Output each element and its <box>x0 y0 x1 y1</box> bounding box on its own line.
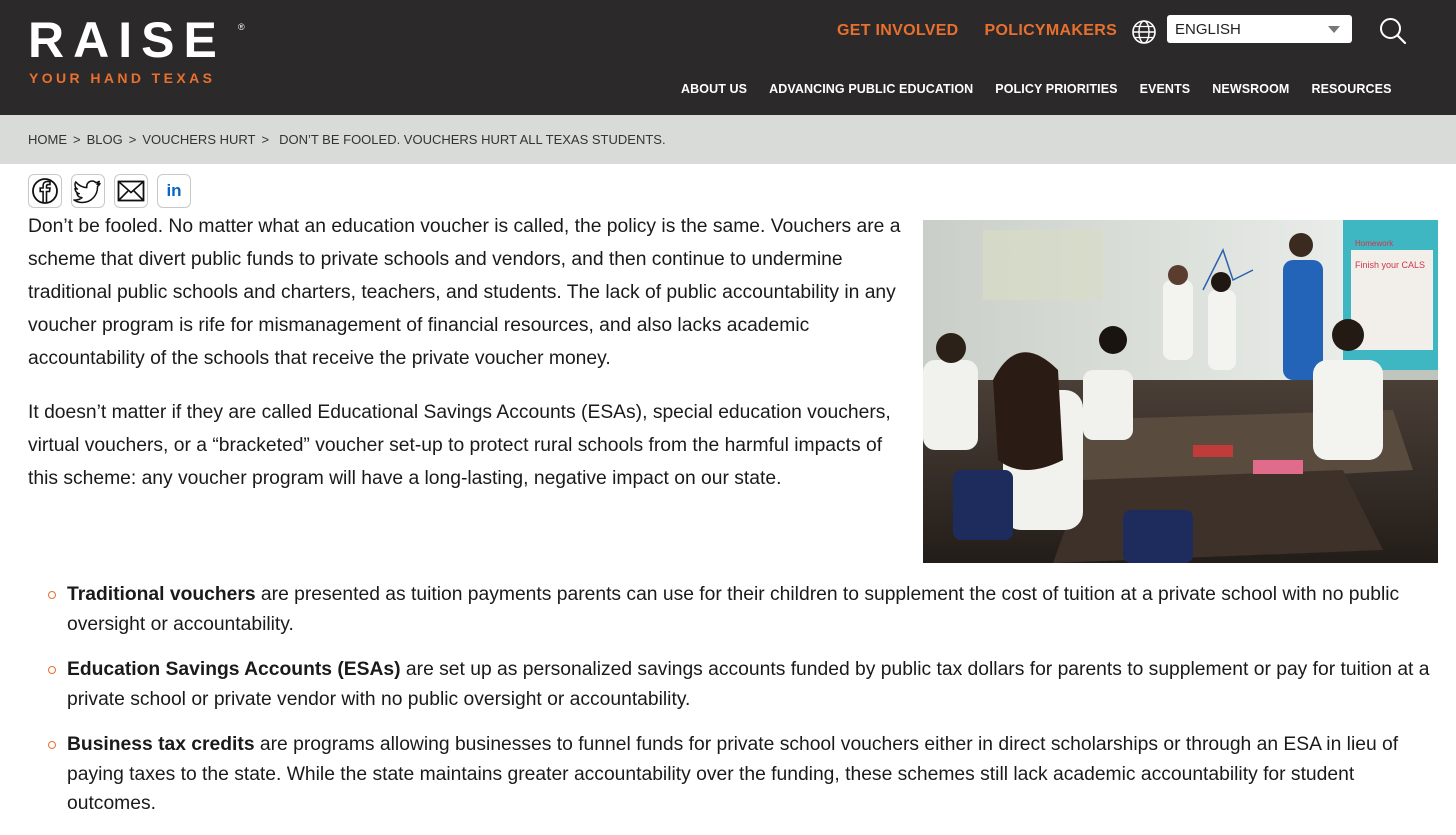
bullet-marker <box>48 741 56 749</box>
breadcrumb-separator: > <box>73 132 81 147</box>
chevron-down-icon <box>1328 26 1340 33</box>
nav-item-resources[interactable]: RESOURCES <box>1311 82 1392 96</box>
nav-item-about-us[interactable]: ABOUT US <box>681 82 748 96</box>
breadcrumb <box>28 132 666 147</box>
linkedin-share-button[interactable] <box>157 174 191 208</box>
globe-icon <box>1131 19 1157 45</box>
bullet-term: Education Savings Accounts (ESAs) <box>67 659 401 680</box>
logo-tagline: YOUR HAND TEXAS <box>29 70 216 86</box>
utility-links <box>837 20 1117 42</box>
search-icon[interactable] <box>1378 16 1408 46</box>
list-item <box>0 730 1456 819</box>
site-logo[interactable] <box>28 12 258 92</box>
twitter-share-button[interactable] <box>71 174 105 208</box>
voucher-types-list <box>0 580 1456 835</box>
nav-item-policy-priorities[interactable]: POLICY PRIORITIES <box>995 82 1118 96</box>
bullet-marker <box>48 591 56 599</box>
breadcrumb-vouchers-hurt[interactable]: VOUCHERS HURT <box>142 132 256 147</box>
breadcrumb-bar <box>0 115 1456 164</box>
bullet-text: are presented as tuition payments parents can use for their children to supplement the cost of tuition at a private school with no public oversight or accountability. <box>67 584 1400 635</box>
classroom-illustration <box>923 220 1438 563</box>
twitter-icon <box>73 177 103 205</box>
breadcrumb-separator: > <box>261 132 270 147</box>
breadcrumb-home[interactable]: HOME <box>28 132 67 147</box>
language-select-value: ENGLISH <box>1175 20 1241 38</box>
breadcrumb-blog[interactable]: BLOG <box>86 132 123 147</box>
language-select[interactable] <box>1167 15 1352 43</box>
board-text: Finish your CALS <box>1355 260 1426 270</box>
bullet-marker <box>48 666 56 674</box>
board-text: Homework <box>1355 239 1394 248</box>
linkedin-icon: in <box>166 181 182 200</box>
article-body <box>28 210 913 495</box>
bullet-text: are programs allowing businesses to funnel funds for private school vouchers either in direct scholarships or through an ESA in lieu of paying taxes to the state. While the state maintains greater accountability over the funding, these schemes still lack academic accountability for student outcomes. <box>67 734 1399 814</box>
policymakers-link[interactable]: POLICYMAKERS <box>984 22 1118 39</box>
logo-registered-mark: ® <box>238 22 245 32</box>
bullet-text: are set up as personalized savings accounts funded by public tax dollars for parents to supplement or pay for tuition at a private school or private vendor with no public oversight or accountability. <box>67 659 1430 710</box>
facebook-icon <box>31 177 59 205</box>
get-involved-link[interactable]: GET INVOLVED <box>837 22 959 39</box>
email-share-button[interactable] <box>114 174 148 208</box>
nav-item-events[interactable]: EVENTS <box>1139 82 1191 96</box>
logo-wordmark: RAISE <box>28 12 226 68</box>
breadcrumb-current: DON’T BE FOOLED. VOUCHERS HURT ALL TEXAS STUDENTS. <box>279 132 666 147</box>
site-header <box>0 0 1456 115</box>
article-paragraph: Don’t be fooled. No matter what an education voucher is called, the policy is the same. Vouchers are a scheme that divert public funds to private schools and vendors, and then continue to undermine traditional public schools and charters, teachers, and students. The lack of public accountability in any voucher program is rife for mismanagement of financial resources, and also lacks academic accountability of the schools that receive the private voucher money. <box>28 216 901 369</box>
list-item <box>0 655 1456 714</box>
article-paragraph: It doesn’t matter if they are called Educational Savings Accounts (ESAs), special education vouchers, virtual vouchers, or a “bracketed” voucher set-up to protect rural schools from the harmful impacts of this scheme: any voucher program will have a long-lasting, negative impact on our state. <box>28 402 891 489</box>
bullet-term: Traditional vouchers <box>67 584 256 605</box>
list-item <box>0 580 1456 639</box>
email-icon <box>117 180 145 202</box>
nav-item-newsroom[interactable]: NEWSROOM <box>1212 82 1290 96</box>
breadcrumb-separator: > <box>128 132 137 147</box>
bullet-term: Business tax credits <box>67 734 255 755</box>
nav-item-advancing-public-education[interactable]: ADVANCING PUBLIC EDUCATION <box>769 82 974 96</box>
facebook-share-button[interactable] <box>28 174 62 208</box>
share-buttons <box>28 174 191 208</box>
classroom-photo <box>923 220 1438 563</box>
main-nav <box>681 82 1414 96</box>
